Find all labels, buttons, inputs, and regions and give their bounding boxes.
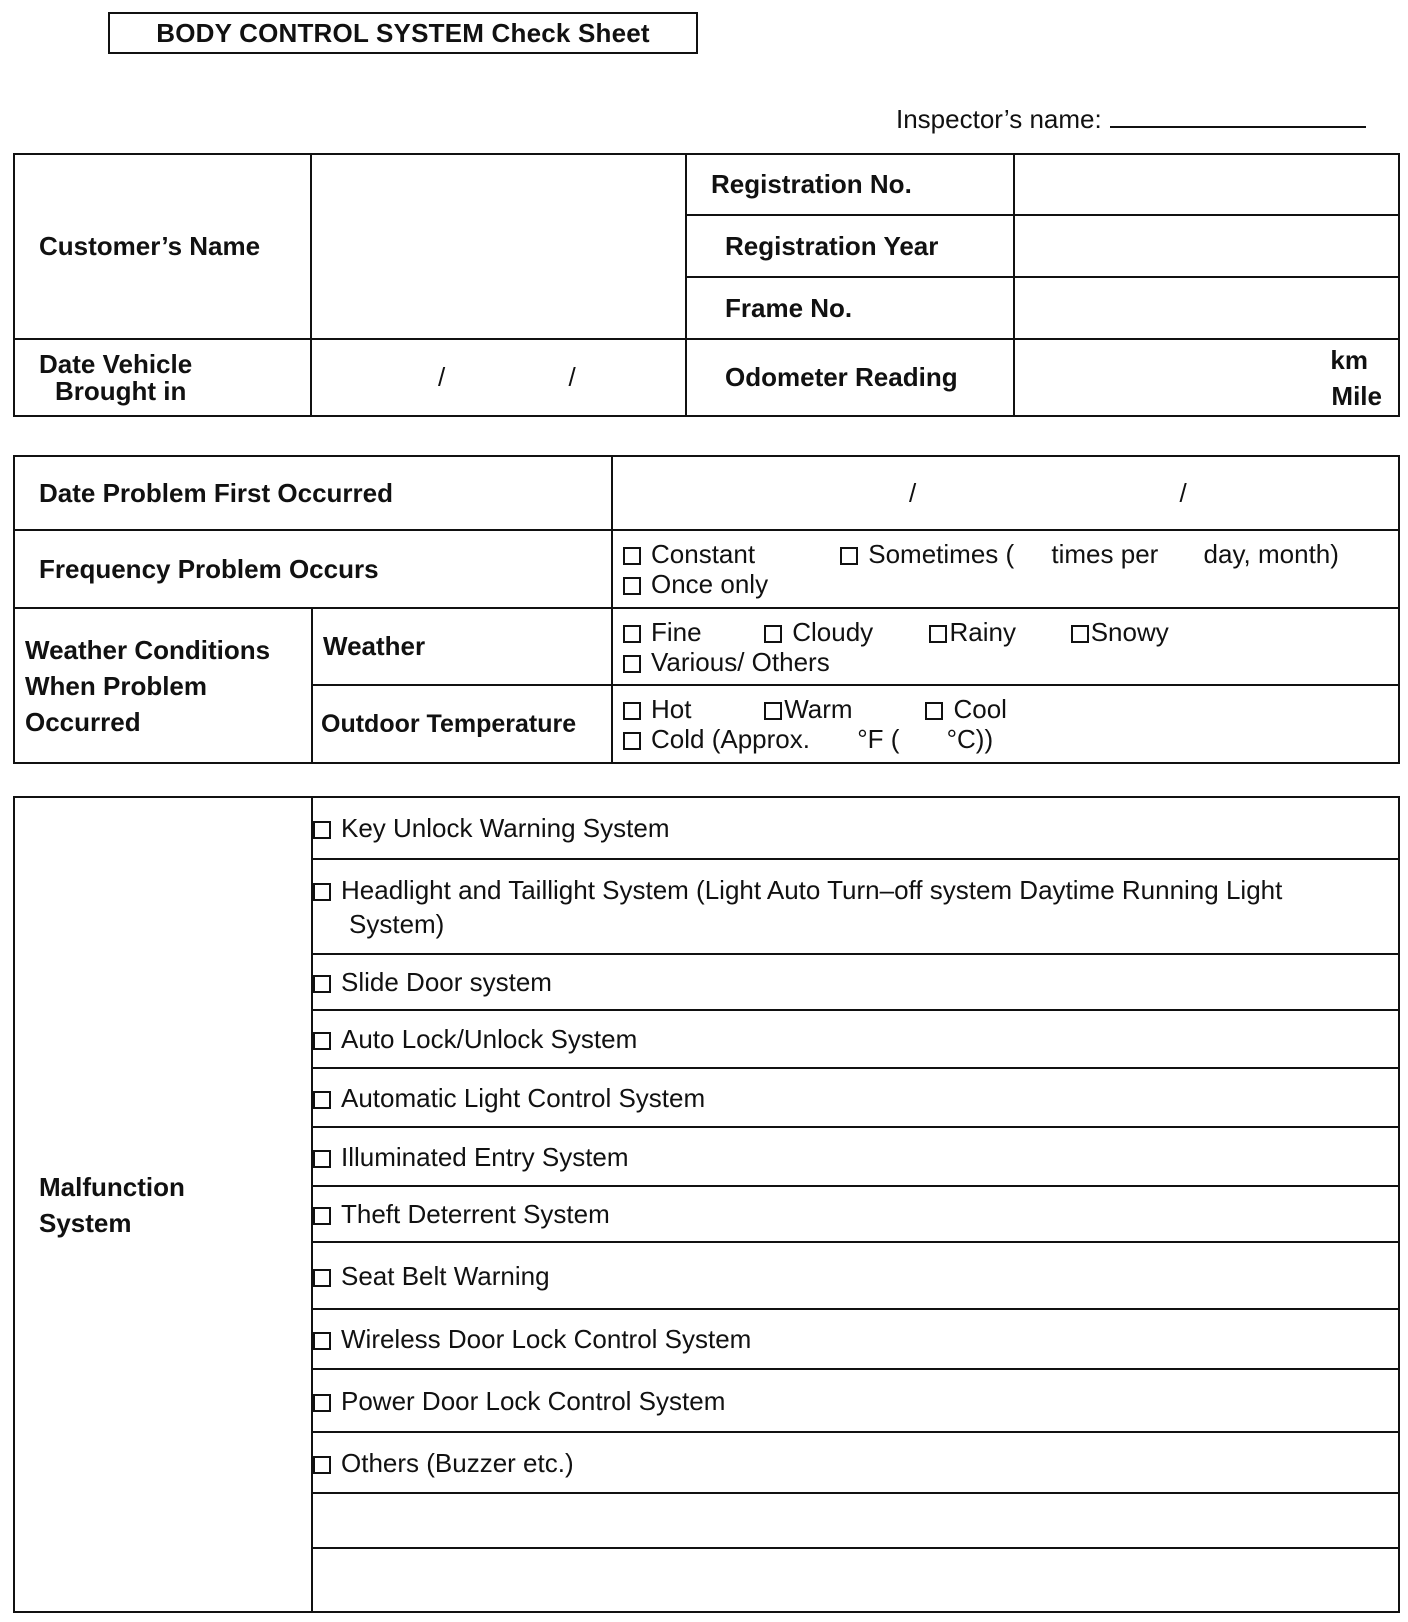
- date-separator: /: [568, 362, 576, 392]
- date-brought-in-label-line1: Date Vehicle: [39, 348, 193, 379]
- inspector-name-field: [896, 104, 1366, 135]
- registration-year-label: Registration Year: [686, 215, 1014, 277]
- checkbox-icon[interactable]: [313, 975, 331, 993]
- weather-cloudy-option[interactable]: Cloudy: [764, 617, 922, 647]
- customer-name-input[interactable]: [311, 154, 686, 339]
- weather-conditions-label-line2: When Problem: [25, 670, 208, 701]
- date-brought-in-input[interactable]: [311, 339, 686, 416]
- checkbox-icon[interactable]: [623, 732, 641, 750]
- customer-name-label: Customer’s Name: [14, 154, 311, 339]
- temp-fahrenheit: °F (: [857, 724, 900, 754]
- system-item-blank[interactable]: [312, 1548, 1399, 1612]
- system-item-theft-deterrent[interactable]: Theft Deterrent System: [312, 1186, 1399, 1242]
- system-item-seat-belt-warning[interactable]: Seat Belt Warning: [312, 1242, 1399, 1309]
- checkbox-icon[interactable]: [313, 1456, 331, 1474]
- checkbox-icon[interactable]: [623, 547, 641, 565]
- frequency-once-option[interactable]: Once only: [623, 569, 768, 599]
- weather-label: Weather: [312, 608, 612, 685]
- date-first-occurred-label: Date Problem First Occurred: [14, 456, 612, 530]
- checkbox-icon[interactable]: [313, 821, 331, 839]
- malfunction-system-label-line1: Malfunction: [39, 1171, 185, 1202]
- checkbox-icon[interactable]: [764, 625, 782, 643]
- checkbox-icon[interactable]: [313, 1207, 331, 1225]
- checkbox-icon[interactable]: [623, 655, 641, 673]
- date-brought-in-label: [14, 339, 311, 416]
- inspector-name-input-line[interactable]: [1110, 104, 1366, 128]
- weather-conditions-label: [14, 608, 312, 763]
- checkbox-icon[interactable]: [313, 1091, 331, 1109]
- vehicle-info-table: [13, 153, 1400, 417]
- odometer-label: Odometer Reading: [686, 339, 1014, 416]
- registration-year-input[interactable]: [1014, 215, 1399, 277]
- frequency-label: Frequency Problem Occurs: [14, 530, 612, 608]
- malfunction-system-label: [14, 797, 312, 1612]
- checkbox-icon[interactable]: [925, 702, 943, 720]
- inspector-name-label: Inspector’s name:: [896, 104, 1102, 134]
- date-first-occurred-input[interactable]: [612, 456, 1399, 530]
- system-item-others[interactable]: Others (Buzzer etc.): [312, 1432, 1399, 1493]
- malfunction-system-table: [13, 796, 1400, 1613]
- frequency-day-month: day, month): [1203, 539, 1339, 569]
- weather-fine-option[interactable]: Fine: [623, 617, 757, 647]
- checkbox-icon[interactable]: [840, 547, 858, 565]
- checkbox-icon[interactable]: [313, 883, 331, 901]
- system-item-key-unlock-warning[interactable]: Key Unlock Warning System: [312, 797, 1399, 859]
- system-item-wireless-door-lock[interactable]: Wireless Door Lock Control System: [312, 1309, 1399, 1369]
- checkbox-icon[interactable]: [929, 625, 947, 643]
- checkbox-icon[interactable]: [313, 1150, 331, 1168]
- weather-conditions-label-line1: Weather Conditions: [25, 634, 271, 665]
- malfunction-system-label-line2: System: [39, 1207, 132, 1238]
- weather-conditions-label-line3: Occurred: [25, 706, 141, 737]
- checkbox-icon[interactable]: [313, 1032, 331, 1050]
- frequency-sometimes-option[interactable]: Sometimes (: [840, 539, 1014, 569]
- checkbox-icon[interactable]: [313, 1332, 331, 1350]
- weather-rainy-option[interactable]: Rainy: [929, 617, 1063, 647]
- temp-celsius: °C)): [946, 724, 994, 754]
- system-item-slide-door[interactable]: Slide Door system: [312, 954, 1399, 1010]
- date-separator: /: [438, 362, 446, 392]
- frequency-constant-option[interactable]: Constant: [623, 539, 833, 569]
- problem-conditions-table: [13, 455, 1400, 764]
- checkbox-icon[interactable]: [623, 702, 641, 720]
- date-separator: /: [909, 477, 917, 508]
- temperature-options: [612, 685, 1399, 763]
- registration-no-label: Registration No.: [686, 154, 1014, 215]
- system-item-automatic-light-control[interactable]: Automatic Light Control System: [312, 1068, 1399, 1127]
- date-separator: /: [1179, 477, 1187, 508]
- system-item-blank[interactable]: [312, 1493, 1399, 1548]
- weather-options: [612, 608, 1399, 685]
- weather-various-option[interactable]: Various/ Others: [623, 647, 830, 677]
- date-brought-in-label-line2: Brought in: [55, 375, 187, 406]
- checkbox-icon[interactable]: [313, 1269, 331, 1287]
- system-item-auto-lock-unlock[interactable]: Auto Lock/Unlock System: [312, 1010, 1399, 1068]
- sheet-title: BODY CONTROL SYSTEM Check Sheet: [108, 12, 698, 54]
- system-item-headlight-taillight[interactable]: Headlight and Taillight System (Light Auto Turn–off system Daytime Running Light System): [312, 859, 1399, 954]
- frequency-times-per: times per: [1051, 539, 1159, 569]
- system-item-power-door-lock[interactable]: Power Door Lock Control System: [312, 1369, 1399, 1432]
- odometer-input[interactable]: [1014, 339, 1399, 416]
- outdoor-temperature-label: Outdoor Temperature: [312, 685, 612, 763]
- temp-warm-option[interactable]: Warm: [764, 694, 918, 724]
- frame-no-label: Frame No.: [686, 277, 1014, 339]
- checkbox-icon[interactable]: [1071, 625, 1089, 643]
- weather-snowy-option[interactable]: Snowy: [1071, 617, 1169, 647]
- frequency-options: [612, 530, 1399, 608]
- odometer-unit-mile: Mile: [1331, 380, 1382, 411]
- checkbox-icon[interactable]: [764, 702, 782, 720]
- checkbox-icon[interactable]: [313, 1394, 331, 1412]
- temp-cool-option[interactable]: Cool: [925, 694, 1006, 724]
- temp-cold-option[interactable]: Cold (Approx.: [623, 724, 810, 754]
- temp-hot-option[interactable]: Hot: [623, 694, 757, 724]
- registration-no-input[interactable]: [1014, 154, 1399, 215]
- system-item-illuminated-entry[interactable]: Illuminated Entry System: [312, 1127, 1399, 1186]
- frame-no-input[interactable]: [1014, 277, 1399, 339]
- checkbox-icon[interactable]: [623, 625, 641, 643]
- odometer-unit-km: km: [1330, 344, 1368, 375]
- checkbox-icon[interactable]: [623, 577, 641, 595]
